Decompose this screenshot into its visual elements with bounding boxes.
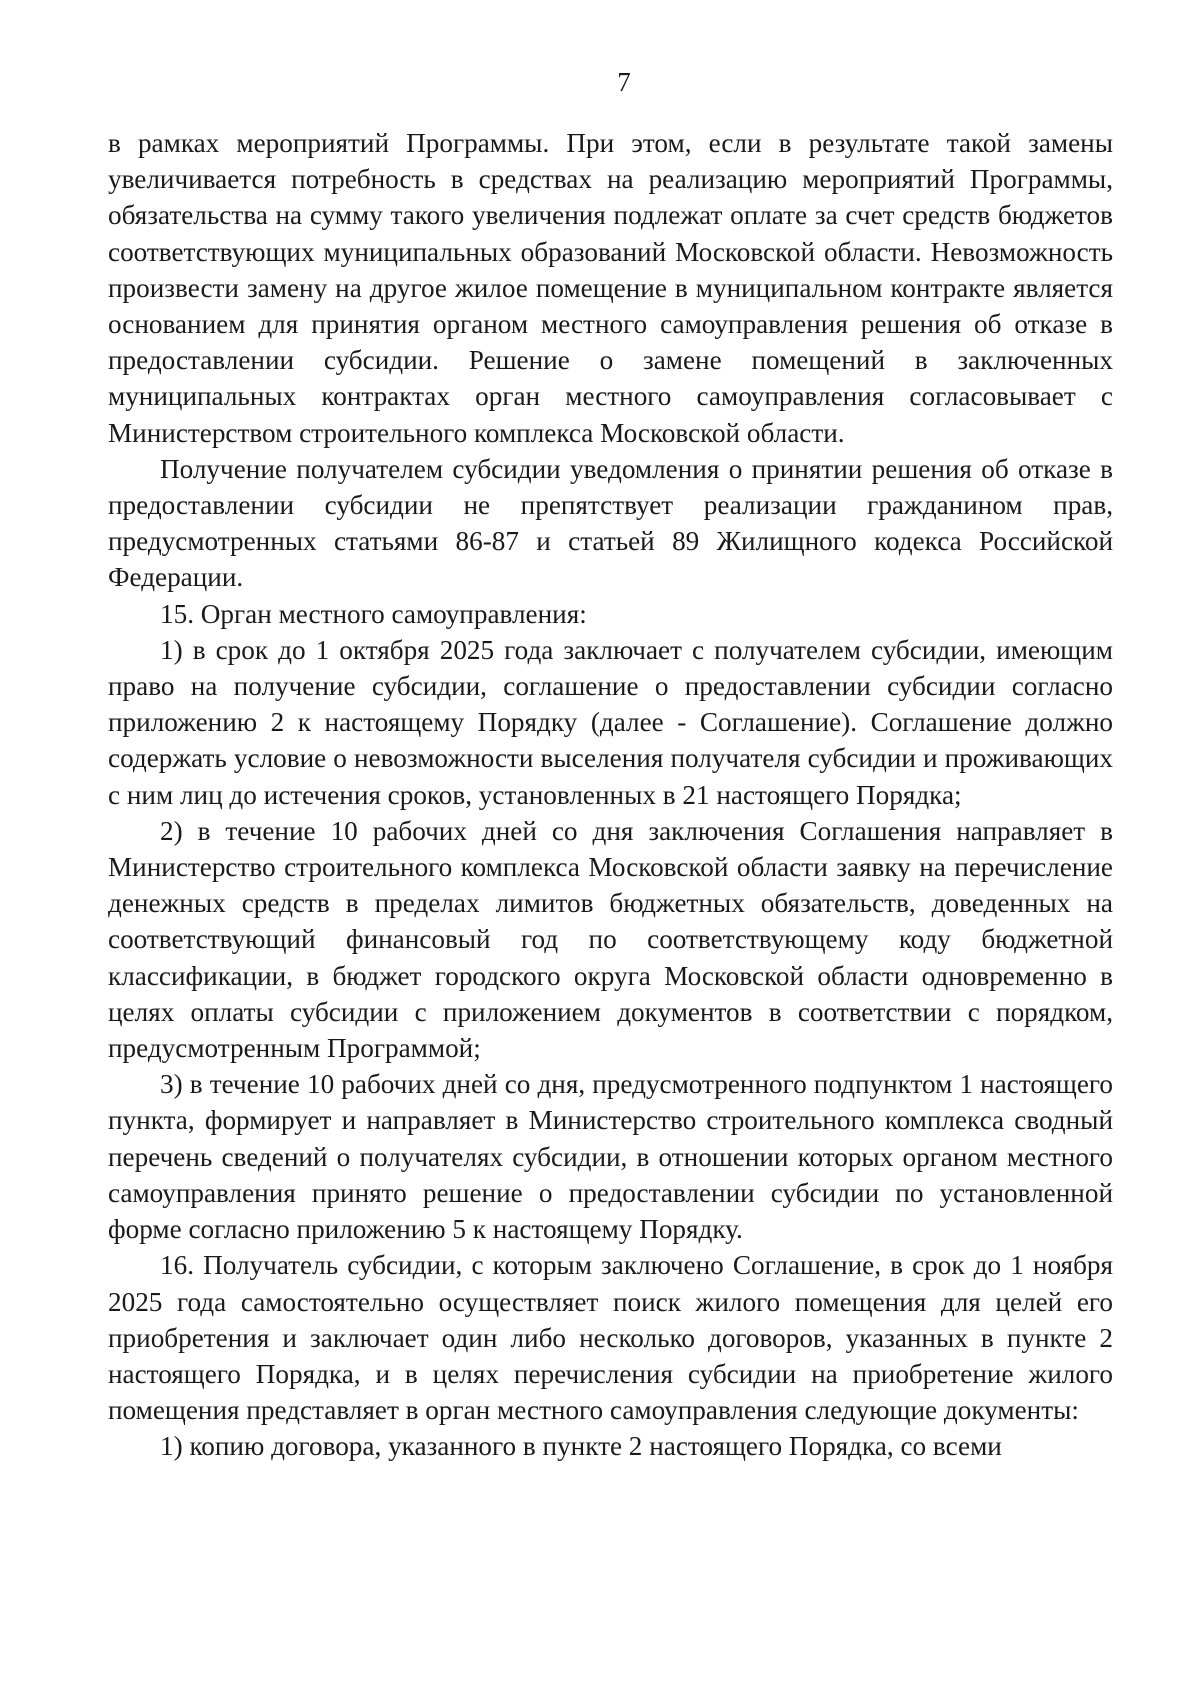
page-number: 7 — [617, 67, 631, 97]
paragraph-item-16-1: 1) копию договора, указанного в пункте 2 настоящего Порядка, со всеми — [160, 1431, 1002, 1462]
paragraph-refusal-notice: Получение получателем субсидии уведомления о принятии решения об отказе в предоставлении субсидии не препятствует реализации гражданином прав, предусмотренных статьями 86-87 и статьей 89 Жилищного кодекса Российской Федерации. — [108, 453, 1113, 593]
document-body — [108, 125, 1113, 1465]
paragraph-item-15: 15. Орган местного самоуправления: — [160, 598, 587, 629]
paragraph-item-15-1: 1) в срок до 1 октября 2025 года заключает с получателем субсидии, имеющим право на получение субсидии, соглашение о предоставлении субсидии согласно приложению 2 к настоящему Порядку (далее - Соглашение). Соглашение должно содержать условие о невозможности выселения получателя субсидии и проживающих с ним лиц до истечения сроков, установленных в 21 настоящего Порядка; — [108, 634, 1113, 810]
paragraph-item-15-2: 2) в течение 10 рабочих дней со дня заключения Соглашения направляет в Министерство строительного комплекса Московской области заявку на перечисление денежных средств в пределах лимитов бюджетных обязательств, доведенных на соответствующий финансовый год по соответствующему коду бюджетной классификации, в бюджет городского округа Московской области одновременно в целях оплаты субсидии с приложением документов в соответствии с порядком, предусмотренным Программой; — [108, 815, 1113, 1064]
paragraph-item-16: 16. Получатель субсидии, с которым заключено Соглашение, в срок до 1 ноября 2025 года самостоятельно осуществляет поиск жилого помещения для целей его приобретения и заключает один либо несколько договоров, указанных в пункте 2 настоящего Порядка, и в целях перечисления субсидии на приобретение жилого помещения представляет в орган местного самоуправления следующие документы: — [108, 1250, 1113, 1426]
paragraph-item-15-3: 3) в течение 10 рабочих дней со дня, предусмотренного подпунктом 1 настоящего пункта, формирует и направляет в Министерство строительного комплекса сводный перечень сведений о получателях субсидии, в отношении которых органом местного самоуправления принято решение о предоставлении субсидии по установленной форме согласно приложению 5 к настоящему Порядку. — [108, 1069, 1113, 1245]
paragraph-continuation: в рамках мероприятий Программы. При этом, если в результате такой замены увеличивается потребность в средствах на реализацию мероприятий Программы, обязательства на сумму такого увеличения подлежат оплате за счет средств бюджетов соответствующих муниципальных образований Московской области. Невозможность произвести замену на другое жилое помещение в муниципальном контракте является основанием для принятия органом местного самоуправления решения об отказе в предоставлении субсидии. Решение о замене помещений в заключенных муниципальных контрактах орган местного самоуправления согласовывает с Министерством строительного комплекса Московской области. — [108, 128, 1113, 448]
